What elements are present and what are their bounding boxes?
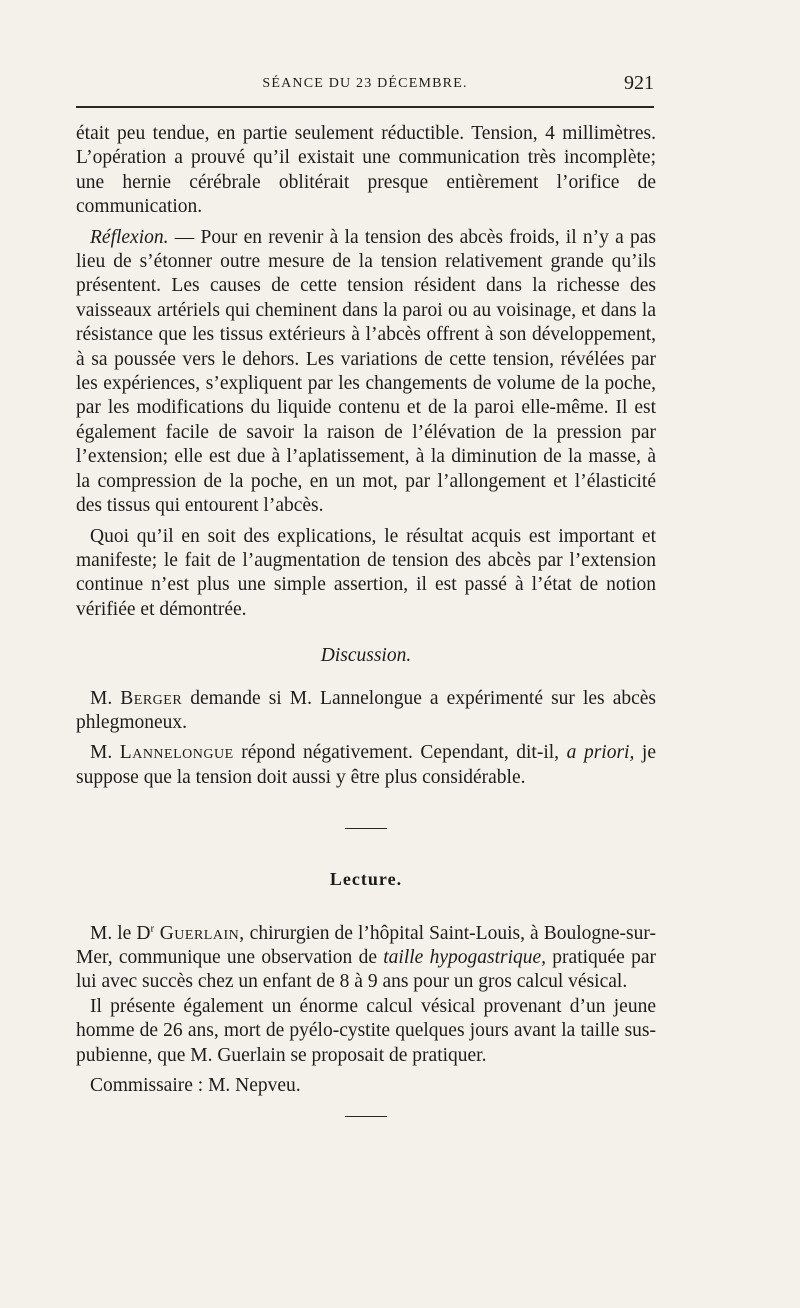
section-separator (345, 828, 387, 829)
speaker-name-berger: Berger (120, 687, 183, 709)
paragraph-text: Quoi qu’il en soit des explications, le résultat acquis est important et manifeste; le fait de l’augmentation de tension des abcès par l’extension continue n’est plus une simple assertion, il est passé à l’état de notion vérifiée et démontrée. (76, 525, 656, 620)
paragraph-text: demande si M. Lannelongue a expérimenté sur les abcès phlegmoneux. (76, 687, 656, 733)
paragraph-text: je suppose que la tension doit aussi y être plus considérable. (76, 742, 657, 788)
header-title: SÉANCE DU 23 DÉCEMBRE. (262, 76, 468, 91)
honorific: M. (90, 687, 121, 709)
paragraph-calcul (76, 995, 656, 1068)
paragraph-text: chirurgien de l’hôpital Saint-Louis, à Boulogne-sur-Mer, communique une observation de (76, 922, 656, 968)
reflexion-label: Réflexion. (90, 226, 169, 248)
honorific: M. (90, 742, 120, 764)
paragraph-guerlain (76, 922, 656, 995)
body-text (76, 122, 656, 1117)
lecture-heading: Lecture. (329, 869, 403, 890)
italic-phrase: a priori, (566, 742, 635, 764)
paragraph-text: répond négativement. Cependant, dit-il, (233, 742, 567, 764)
paragraph-continuation (76, 122, 656, 220)
header-rule (76, 106, 654, 108)
running-header (76, 72, 654, 100)
paragraph-reflexion (76, 226, 656, 519)
paragraph-text: était peu tendue, en partie seulement réductible. Tension, 4 millimètres. L’opération a prouvé qu’il existait une communication très incomplète; une hernie cérébrale oblitérait presque entièrement l’orifice de communication. (76, 123, 656, 218)
paragraph-text: — Pour en revenir à la tension des abcès froids, il n’y a pas lieu de s’étonner outre mesure de la tension relativement grande qu’ils présentent. Les causes de cette tension résident dans la richesse des vaisseaux artériels qui cheminent dans la paroi ou au voisinage, et dans la résistance que les tissus extérieurs à l’abcès offrent à son développement, à sa poussée vers le dehors. Les variations de cette tension, révélées par les expériences, s’expliquent par les changements de volume de la poche, par les modifications du liquide contenu et de la paroi elle-même. Il est également facile de savoir la raison de l’élévation de la pression par l’extension; elle est due à l’aplatissement, à la diminution de la masse, à la compression de la poche, en un mot, par l’allongement et l’élasticité des tissus qui entourent l’abcès. (76, 226, 656, 517)
paragraph-berger (76, 687, 656, 736)
discussion-heading: Discussion. (320, 645, 412, 667)
paragraph-conclusion (76, 525, 656, 623)
paragraph-text: Il présente également un énorme calcul vésical provenant d’un jeune homme de 26 ans, mort de pyélo-cystite quelques jours avant la taille sus-pubienne, que M. Guerlain se proposait de pratiquer. (76, 995, 656, 1066)
speaker-name-lannelongue: Lannelongue (119, 742, 234, 764)
paragraph-lannelongue (76, 741, 656, 790)
speaker-name-guerlain: Guerlain, (154, 922, 245, 944)
italic-phrase: taille hypogastrique, (383, 946, 547, 968)
end-rule (345, 1116, 387, 1117)
commissaire-text: Commissaire : M. Nepveu. (90, 1075, 301, 1096)
superscript: r (150, 922, 155, 935)
paragraph-text: pratiquée par lui avec succès chez un enfant de 8 à 9 ans pour un gros calcul vésical. (76, 946, 656, 993)
page-number: 921 (624, 72, 654, 94)
paragraph-text: M. le D (90, 922, 151, 944)
paragraph-commissaire (76, 1074, 656, 1098)
